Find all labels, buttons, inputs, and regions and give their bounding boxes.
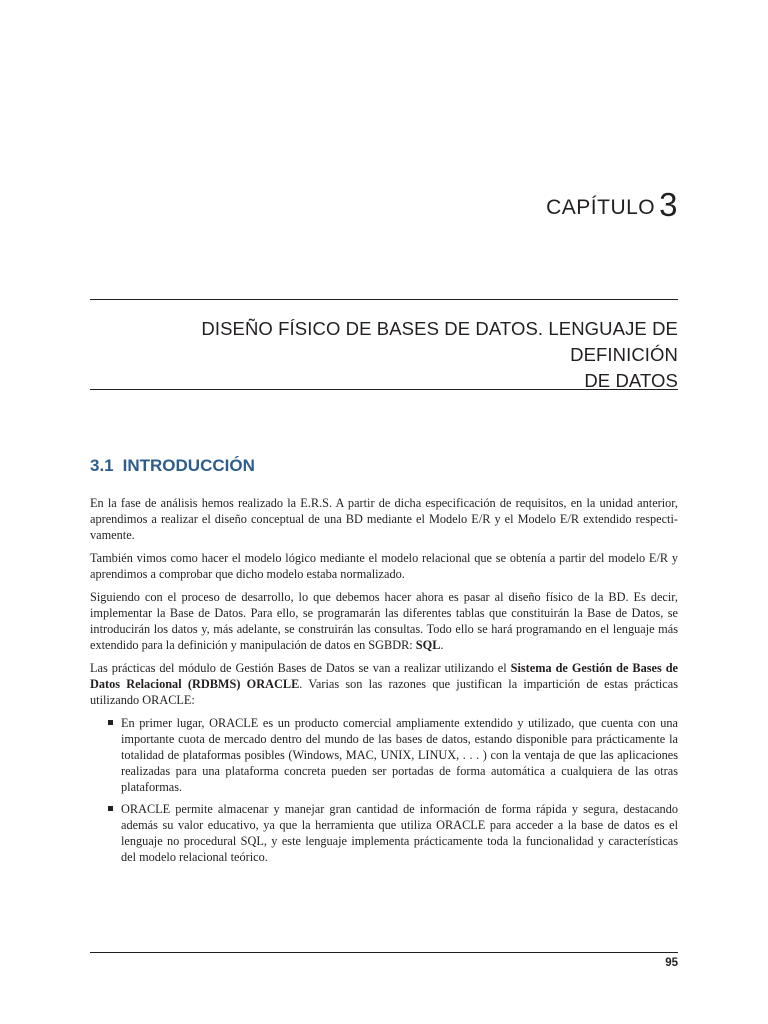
chapter-label [546,186,678,224]
chapter-title-line-1: DISEÑO FÍSICO DE BASES DE DATOS. LENGUAJE DE DEFINICIÓN [201,318,678,365]
chapter-title-bottom-rule [90,389,678,390]
paragraph-end: . Varias son las razones que justifican la impartición de estas prácticas utilizando ORACLE: [90,677,678,707]
paragraph [90,660,678,708]
paragraph-bold-text: Sistema de Gestión de Bases de Datos Relacional (RDBMS) ORACLE [90,661,678,691]
paragraph-end: . [440,638,444,652]
chapter-label-text: CAPÍTULO [546,196,656,219]
bullet-list [90,715,678,865]
body-text [90,495,678,871]
list-item [90,801,678,865]
paragraph-bold-text: SQL [415,638,441,652]
page-number: 95 [665,957,678,969]
paragraph-text: Las prácticas del módulo de Gestión Bases de Datos se van a realizar utilizando el [90,661,511,675]
chapter-title-line-2: DE DATOS [584,370,678,391]
chapter-number: 3 [659,186,678,223]
square-bullet-icon [108,720,113,725]
paragraph: En la fase de análisis hemos realizado la E.R.S. A partir de dicha especificación de requisitos, en la unidad anterior, aprendimos a realizar el diseño conceptual de una BD mediante el Modelo E/R y el Modelo E/R extendido respectivamente. [90,496,678,542]
square-bullet-icon [108,806,113,811]
chapter-title [90,316,678,394]
footer-rule [90,952,678,953]
paragraph-text: Siguiendo con el proceso de desarrollo, lo que debemos hacer ahora es pasar al diseño físico de la BD. Es decir, implementar la Base de Datos. Para ello, se programarán las diferentes tablas que constituirán la Base de Datos, se introducirán los datos y, más adelante, se construirán las consultas. Todo ello se hará programando en el lenguaje más extendido para la definición y manipulación de datos en SGBDR: [90,590,678,652]
list-item-text: ORACLE permite almacenar y manejar gran cantidad de información de forma rápida y segura, destacando además su valor educativo, ya que la herramienta que utiliza ORACLE para acceder a la base de datos es el lenguaje no procedural SQL, y este lenguaje implementa prácticamente toda la funcionalidad y características del modelo relacional teórico. [121,802,678,864]
list-item [90,715,678,795]
paragraph [90,589,678,653]
paragraph: También vimos como hacer el modelo lógico mediante el modelo relacional que se obtenía a partir del modelo E/R y aprendimos a comprobar que dicho modelo estaba normalizado. [90,551,678,581]
section-heading [90,456,255,476]
chapter-title-top-rule [90,299,678,300]
section-title: INTRODUCCIÓN [122,456,255,475]
list-item-text: En primer lugar, ORACLE es un producto comercial ampliamente extendido y utilizado, que cuenta con una importante cuota de mercado dentro del mundo de las bases de datos, estando disponible para prácticamente la totalidad de plataformas posibles (Windows, MAC, UNIX, LINUX, . . . ) con la ventaja de que las aplicaciones realizadas para una plataforma concreta pueden ser portadas de forma automática a cualquiera de las otras plataformas. [121,716,678,794]
section-number: 3.1 [90,456,114,475]
